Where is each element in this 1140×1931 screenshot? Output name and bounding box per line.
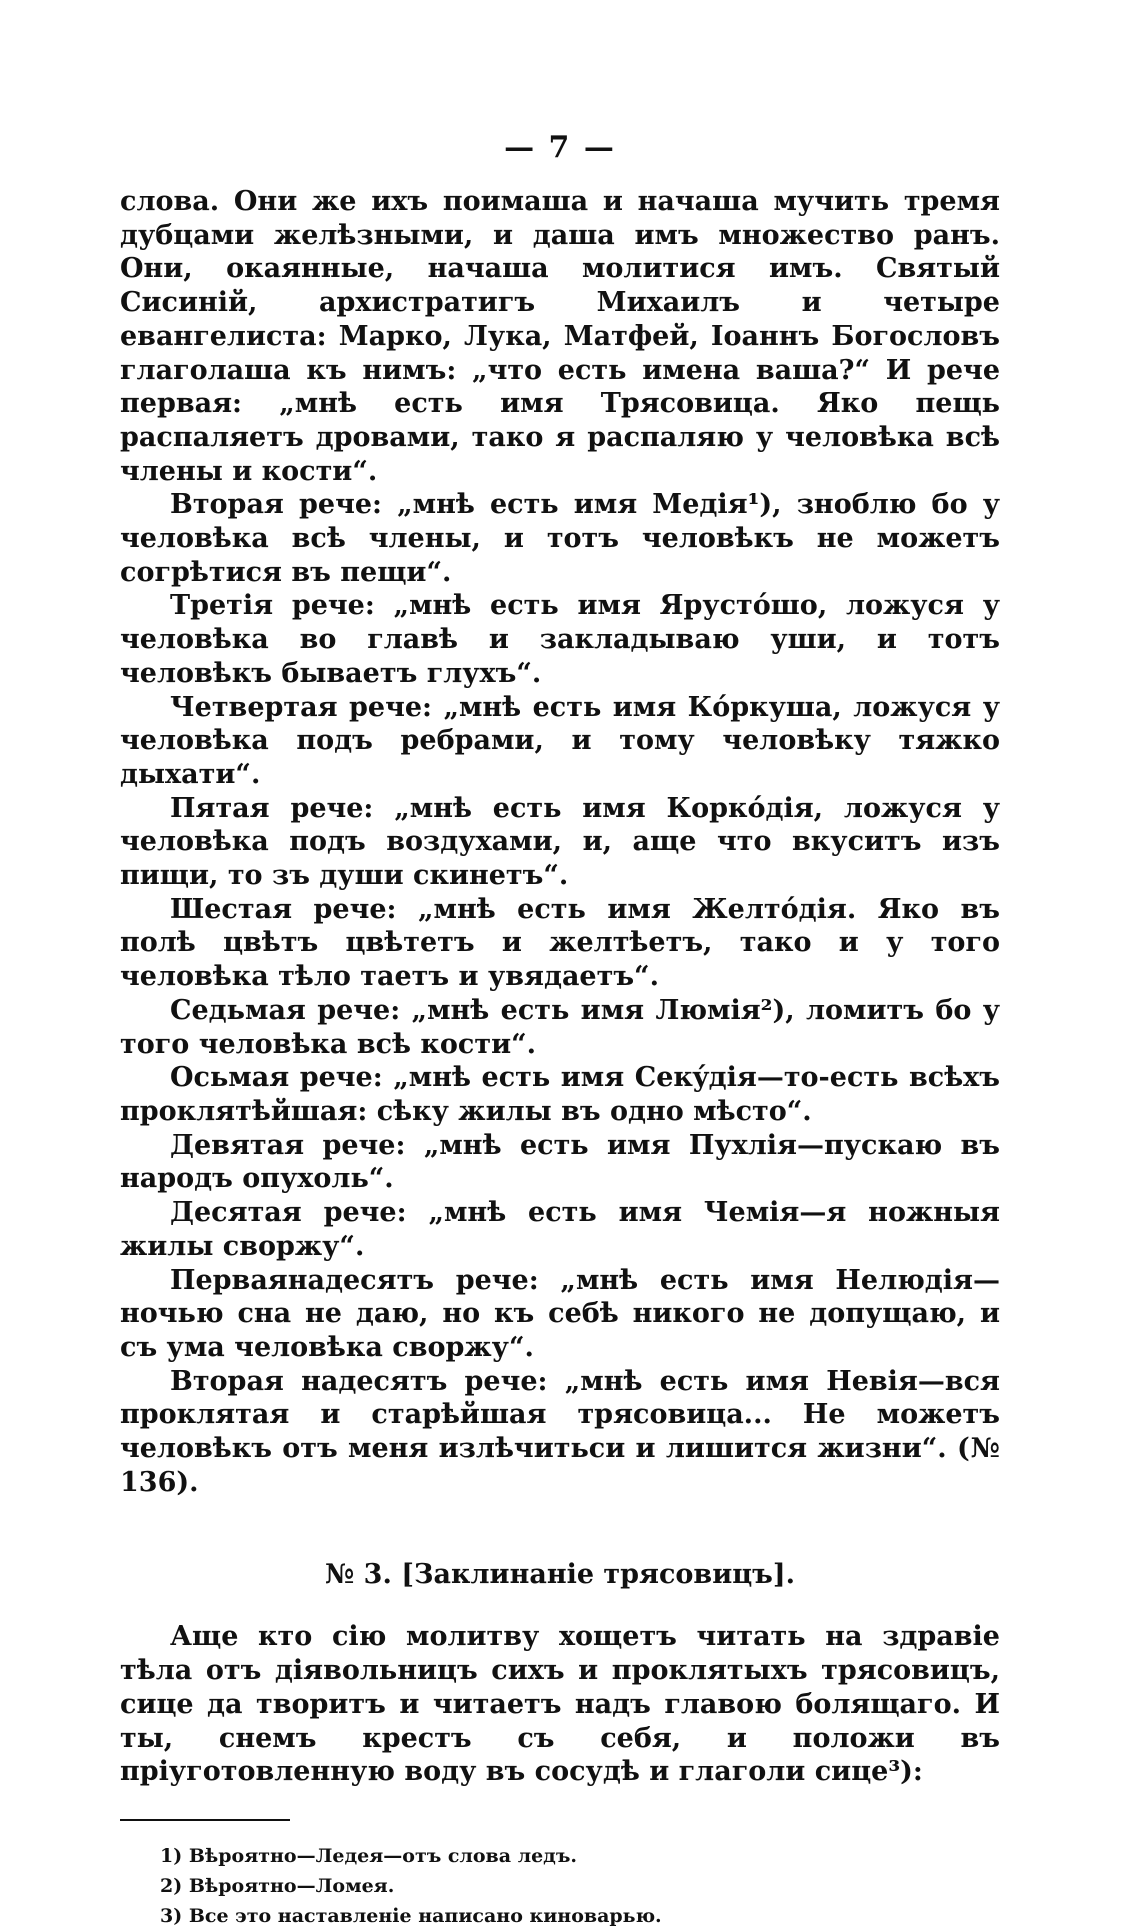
footnote-2 [160,1871,1000,1901]
paragraph-8: Осьмая рече: „мнѣ есть имя Секýдія—то-есть всѣхъ проклятѣйшая: сѣку жилы въ одно мѣсто“. [120,1062,1000,1127]
paragraph-6: Шестая рече: „мнѣ есть имя Желтóдія. Яко въ полѣ цвѣтъ цвѣтетъ и желтѣетъ, тако и у того человѣка тѣло таетъ и увядаетъ“. [120,893,1000,993]
page-number: — 7 — [504,130,616,165]
paragraph-10: Десятая рече: „мнѣ есть имя Чемія—я ножныя жилы своржу“. [120,1197,1000,1262]
document-page [120,130,1000,1931]
footnote-text: Вѣроятно—Ломея. [188,1874,395,1897]
footnote-text: Все это наставленіе написано киноварью. [188,1904,662,1927]
footnote-divider [120,1819,290,1821]
footnote-3 [160,1901,1000,1931]
paragraph-12: Вторая надесятъ рече: „мнѣ есть имя Невія—вся проклятая и старѣйшая трясовица... Не можетъ человѣкъ отъ меня излѣчитьси и лишится жизни“. (№ 136). [120,1365,1000,1498]
paragraph-2: Вторая рече: „мнѣ есть имя Медія¹), зноблю бо у человѣка всѣ члены, и тотъ человѣкъ не можетъ согрѣтися въ пещи“. [120,489,1000,588]
section-paragraph: Аще кто сію молитву хощетъ читать на здравіе тѣла отъ діявольницъ сихъ и проклятыхъ трясовицъ, сице да творитъ и читаетъ надъ главою болящаго. И ты, снемъ крестъ съ себя, и положи въ пріуготовленную воду въ сосудѣ и глаголи сице³): [120,1621,1000,1788]
section-heading: № 3. [Заклинаніе трясовицъ]. [324,1559,796,1591]
footnote-mark: 1) [160,1844,183,1867]
footnote-1 [160,1841,1000,1871]
paragraph-1: слова. Они же ихъ поимаша и начаша мучить тремя дубцами желѣзными, и даша имъ множество ранъ. Они, окаянные, начаша молитися имъ. Святый Сисиній, архистратигъ Михаилъ и четыре евангелиста: Марко, Лука, Матфей, Іоаннъ Богословъ глаголаша къ нимъ: „что есть имена ваша?“ И рече первая: „мнѣ есть имя Трясовица. Яко пещь распаляетъ дровами, тако я распаляю у человѣка всѣ члены и кости“. [120,186,1000,487]
paragraph-3: Третія рече: „мнѣ есть имя Ярустóшо, ложуся у человѣка во главѣ и закладываю уши, и тотъ человѣкъ бываетъ глухъ“. [120,590,1000,689]
footnote-text: Вѣроятно—Ледея—отъ слова ледъ. [188,1844,578,1867]
paragraph-5: Пятая рече: „мнѣ есть имя Коркóдія, ложуся у человѣка подъ воздухами, и, аще что вкуситъ изъ пищи, то зъ души скинетъ“. [120,792,1000,892]
footnote-mark: 2) [160,1874,183,1897]
paragraph-11: Перваянадесятъ рече: „мнѣ есть имя Нелюдія—ночью сна не даю, но къ себѣ никого не допущаю, и съ ума человѣка своржу“. [120,1264,1000,1363]
paragraph-9: Девятая рече: „мнѣ есть имя Пухлія—пускаю въ народъ опухоль“. [120,1129,1000,1195]
paragraph-4: Четвертая рече: „мнѣ есть имя Кóркуша, ложуся у человѣка подъ ребрами, и тому человѣку тяжко дыхати“. [120,691,1000,790]
paragraph-7: Седьмая рече: „мнѣ есть имя Люмія²), ломитъ бо у того человѣка всѣ кости“. [120,994,1000,1060]
footnote-mark: 3) [160,1904,183,1927]
